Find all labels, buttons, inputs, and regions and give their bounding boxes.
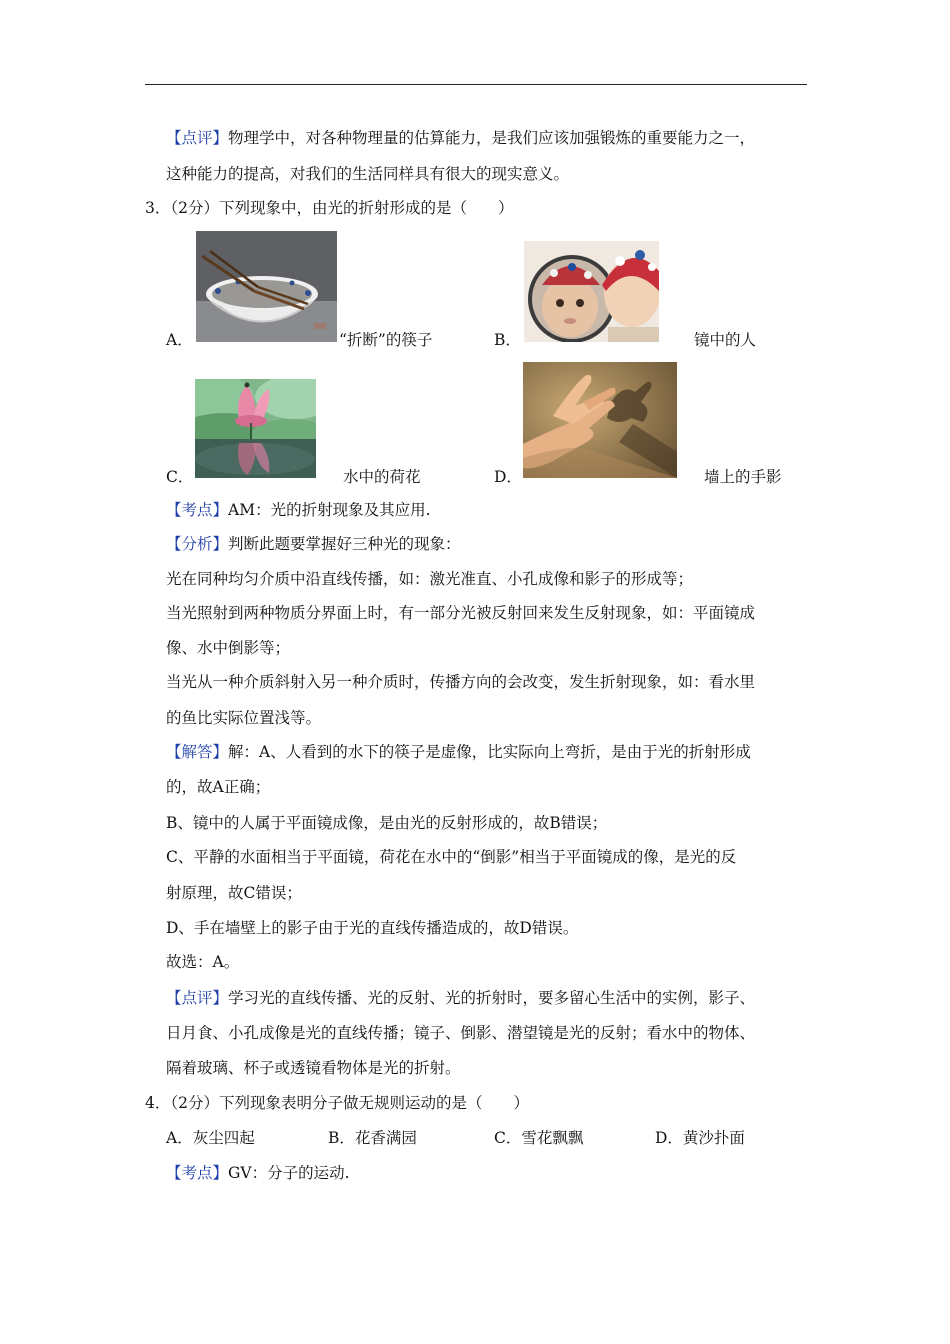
q3-fenxi: 【分析】判断此题要掌握好三种光的现象： <box>166 535 461 553</box>
q4-option-d: D．黄沙扑面 <box>655 1129 745 1147</box>
q3-jieda-line: C、平静的水面相当于平面镜，荷花在水中的“倒影”相当于平面镜成的像，是光的反 <box>166 848 737 866</box>
q4-option-c: C．雪花飘飘 <box>494 1129 584 1147</box>
option-c-letter: C． <box>166 468 194 486</box>
kaodian-tag: 【考点】 <box>166 501 229 519</box>
q3-kaodian: 【考点】AM：光的折射现象及其应用. <box>166 501 431 519</box>
option-d-letter: D． <box>494 468 522 486</box>
q3-fenxi-line: 当光从一种介质斜射入另一种介质时，传播方向的会改变，发生折射现象，如：看水里 <box>166 673 756 691</box>
dianping-tag: 【点评】 <box>166 129 229 147</box>
option-b-letter: B． <box>494 331 521 349</box>
q3-fenxi-line: 光在同种均匀介质中沿直线传播，如：激光准直、小孔成像和影子的形成等； <box>166 570 694 588</box>
hand-shadow-image <box>523 362 677 478</box>
jieda-tag: 【解答】 <box>166 743 229 761</box>
q3-fenxi-line: 当光照射到两种物质分界面上时，有一部分光被反射回来发生反射现象，如：平面镜成 <box>166 604 756 622</box>
q3-answer: 故选：A。 <box>166 953 240 971</box>
q4-option-b: B．花香满园 <box>328 1129 417 1147</box>
q3-jieda-line: B、镜中的人属于平面镜成像，是由光的反射形成的，故B错误； <box>166 814 608 832</box>
kaodian-tag: 【考点】 <box>166 1164 229 1182</box>
option-b-caption: 镜中的人 <box>694 331 757 349</box>
header-rule <box>145 84 807 85</box>
question-3-stem: 3．（2分）下列现象中，由光的折射形成的是（ ） <box>145 199 514 217</box>
dianping-prev-line2: 这种能力的提高，对我们的生活同样具有很大的现实意义。 <box>166 165 570 183</box>
question-4-stem: 4．（2分）下列现象表明分子做无规则运动的是（ ） <box>145 1094 529 1112</box>
lotus-reflection-image <box>195 379 316 478</box>
option-a-caption: “折断”的筷子 <box>339 331 433 349</box>
q3-dianping-line: 日月食、小孔成像是光的直线传播；镜子、倒影、潜望镜是光的反射；看水中的物体、 <box>166 1024 756 1042</box>
dianping-tag: 【点评】 <box>166 989 229 1007</box>
q3-jieda: 【解答】解：A、人看到的水下的筷子是虚像，比实际向上弯折，是由于光的折射形成 <box>166 743 751 761</box>
dianping-prev-line1: 【点评】物理学中，对各种物理量的估算能力，是我们应该加强锻炼的重要能力之一， <box>166 129 756 147</box>
q3-jieda-line: 的，故A正确； <box>166 778 271 796</box>
q3-dianping: 【点评】学习光的直线传播、光的反射、光的折射时，要多留心生活中的实例，影子、 <box>166 989 756 1007</box>
q4-kaodian: 【考点】GV：分子的运动. <box>166 1164 350 1182</box>
fenxi-tag: 【分析】 <box>166 535 229 553</box>
option-c-caption: 水中的荷花 <box>343 468 421 486</box>
q3-fenxi-line: 的鱼比实际位置浅等。 <box>166 709 322 727</box>
mirror-person-image <box>524 241 659 342</box>
q3-jieda-line: 射原理，故C错误； <box>166 884 302 902</box>
bent-chopsticks-image <box>196 231 337 342</box>
option-a-letter: A． <box>166 331 193 349</box>
q3-dianping-line: 隔着玻璃、杯子或透镜看物体是光的折射。 <box>166 1059 461 1077</box>
q4-option-a: A．灰尘四起 <box>166 1129 255 1147</box>
q3-jieda-line: D、手在墙壁上的影子由于光的直线传播造成的，故D错误。 <box>166 919 579 937</box>
option-d-caption: 墙上的手影 <box>704 468 782 486</box>
q3-fenxi-line: 像、水中倒影等； <box>166 639 291 657</box>
